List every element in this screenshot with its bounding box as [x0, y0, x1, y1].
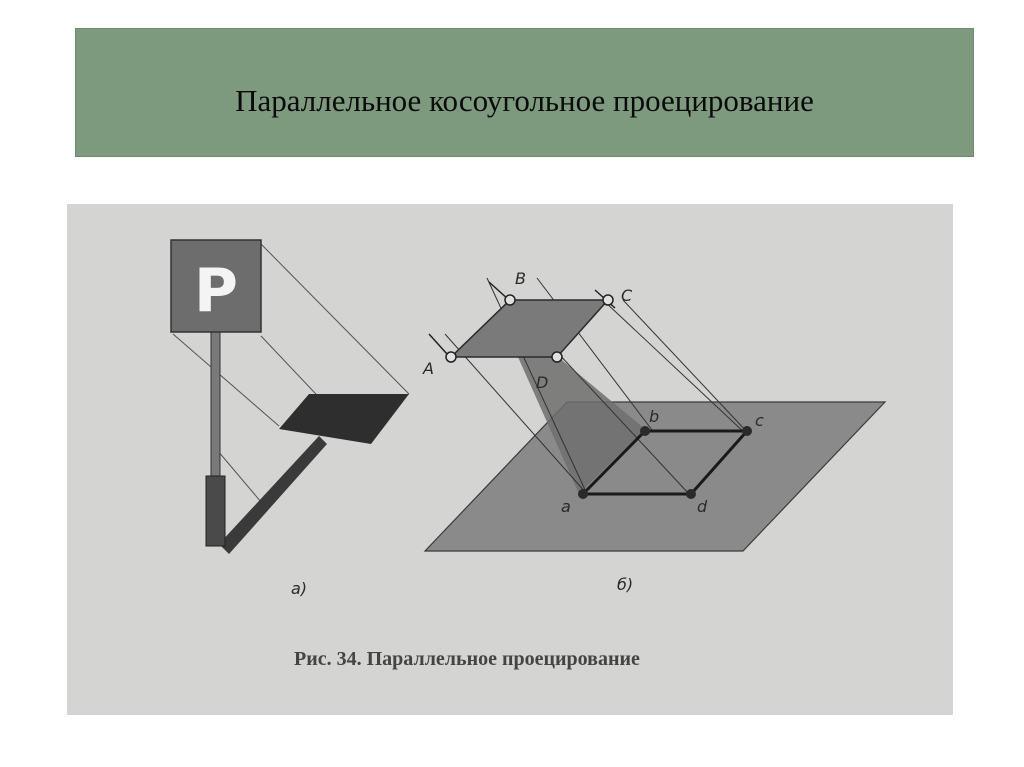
- point-C: [603, 295, 613, 305]
- part-label-a: а): [291, 579, 308, 598]
- point-a: [578, 489, 588, 499]
- plane-illustration: [422, 269, 885, 551]
- label-d: d: [697, 497, 708, 516]
- point-b: [640, 426, 650, 436]
- label-A: A: [423, 359, 434, 378]
- point-B: [505, 295, 515, 305]
- label-D: D: [536, 373, 549, 392]
- part-label-b: б): [617, 575, 634, 594]
- title-banner: [75, 28, 974, 157]
- sign-illustration: [171, 240, 409, 554]
- point-D: [552, 352, 562, 362]
- sign-shadow: [279, 394, 409, 444]
- sign-pole: [211, 332, 220, 490]
- figure-scan: [67, 204, 953, 715]
- label-C: C: [621, 286, 633, 305]
- point-A: [446, 352, 456, 362]
- label-b: b: [649, 407, 660, 426]
- pole-shadow: [219, 436, 327, 554]
- sign-base: [206, 476, 225, 546]
- figure-caption: Рис. 34. Параллельное проецирование: [294, 648, 640, 670]
- label-B: B: [515, 269, 526, 288]
- sign-letter: P: [194, 256, 238, 326]
- slide-title: Параллельное косоугольное проецирование: [235, 83, 814, 118]
- quad-abcd: [451, 300, 608, 357]
- projection-diagram: [67, 204, 953, 715]
- label-a: a: [561, 497, 571, 516]
- point-c: [742, 426, 752, 436]
- point-d: [686, 489, 696, 499]
- label-c: c: [755, 411, 764, 430]
